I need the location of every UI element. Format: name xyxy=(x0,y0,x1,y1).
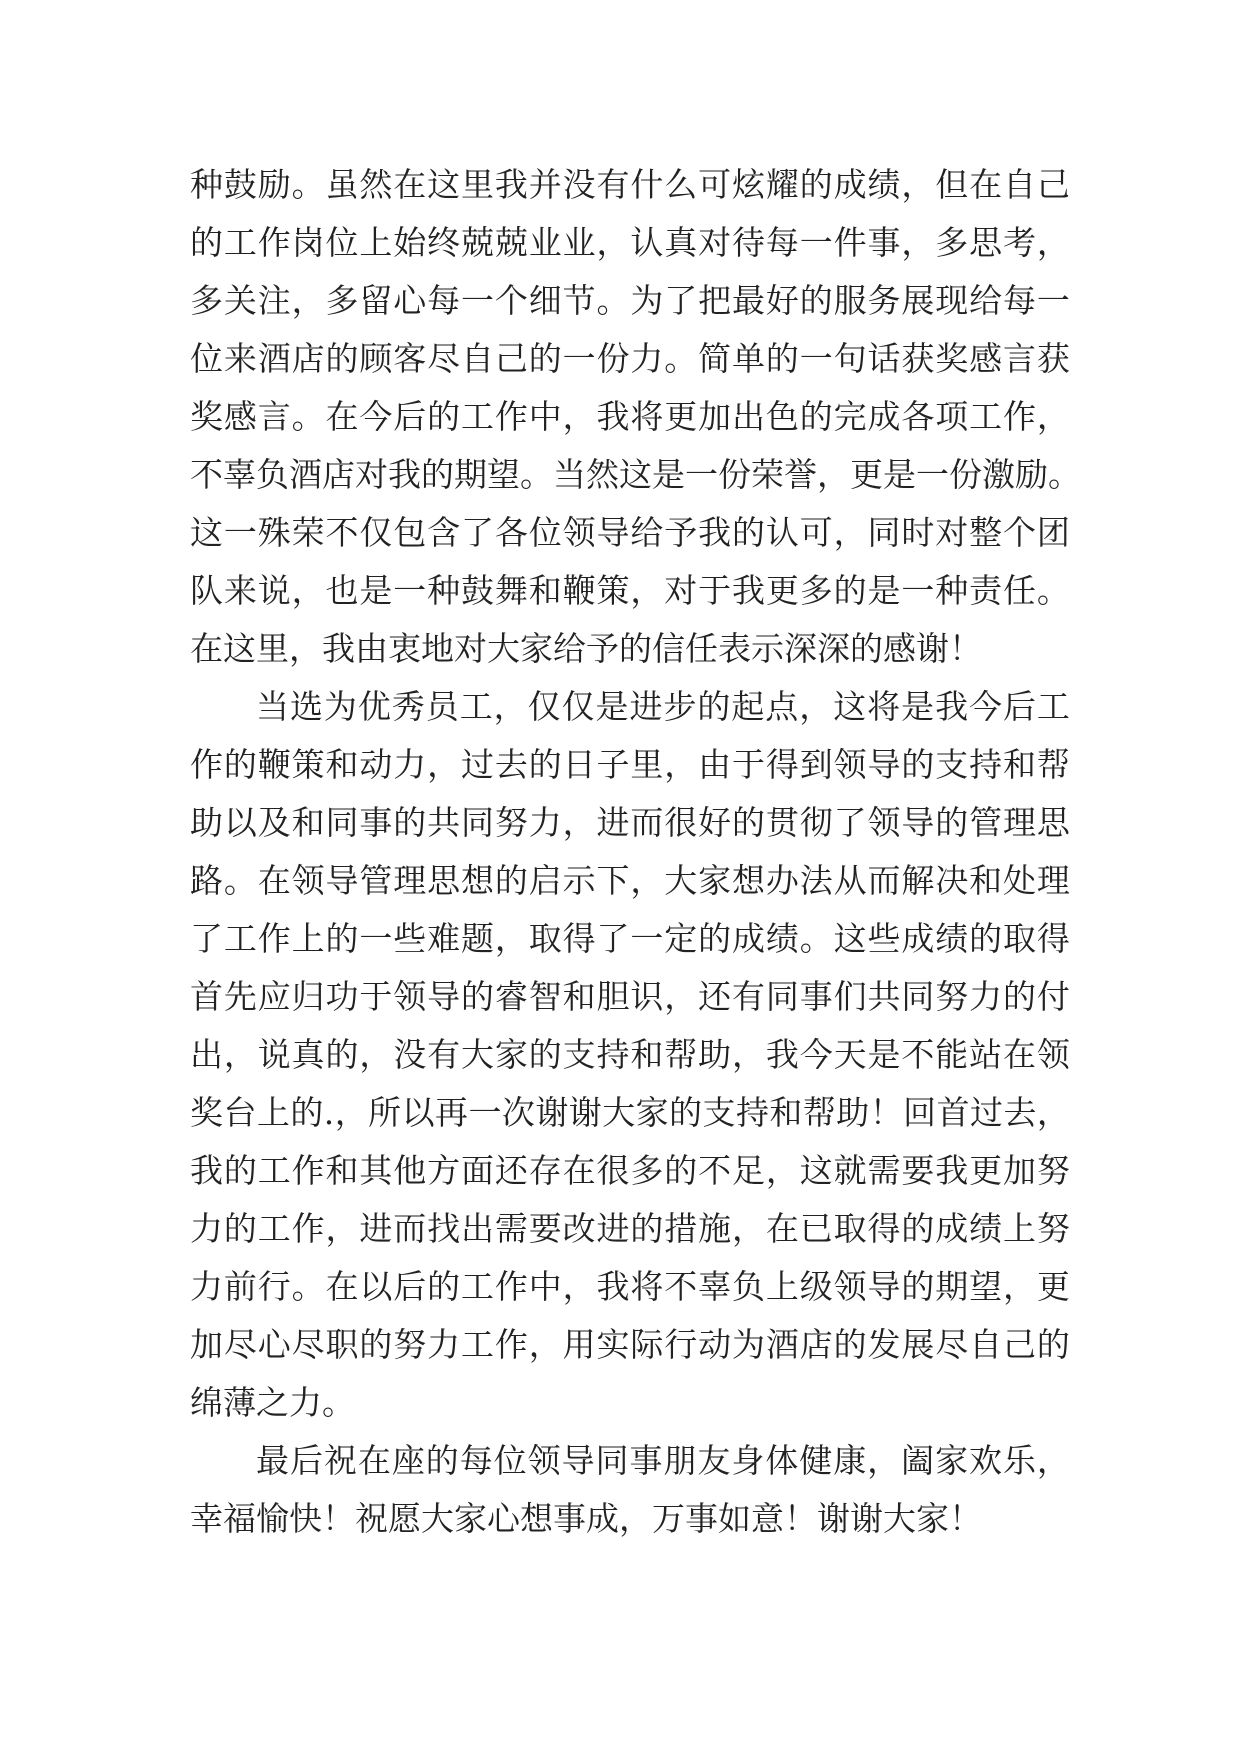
paragraph-line: 助 以 及 和 同 事 的 共 同 努 力 ， 进 而 很 好 的 贯 彻 了 领 导 的 管 理 思 xyxy=(190,803,1070,842)
paragraph-line: 当 选 为 优 秀 员 工 ， 仅 仅 是 进 步 的 起 点 ， 这 将 是 我 今 后 工 xyxy=(256,687,1070,726)
paragraph-line: 绵薄之力。 xyxy=(190,1383,355,1422)
paragraph-line: 我 的 工 作 和 其 他 方 面 还 存 在 很 多 的 不 足 ， 这 就 需 要 我 更 加 努 xyxy=(190,1151,1070,1190)
paragraph-line: 路 。 在 领 导 管 理 思 想 的 启 示 下 ， 大 家 想 办 法 从 而 解 决 和 处 理 xyxy=(190,861,1070,900)
paragraph-line: 力 的 工 作 ， 进 而 找 出 需 要 改 进 的 措 施 ， 在 已 取 得 的 成 绩 上 努 xyxy=(190,1209,1070,1248)
paragraph-line: 的 工 作 岗 位 上 始 终 兢 兢 业 业 ， 认 真 对 待 每 一 件 事 ， 多 思 考 ， xyxy=(190,223,1070,262)
paragraph-line: 队 来 说 ， 也 是 一 种 鼓 舞 和 鞭 策 ， 对 于 我 更 多 的 是 一 种 责 任 。 xyxy=(190,571,1070,610)
paragraph-1 xyxy=(190,156,1081,678)
paragraph-line: 力 前 行 。 在 以 后 的 工 作 中 ， 我 将 不 辜 负 上 级 领 导 的 期 望 ， 更 xyxy=(190,1267,1070,1306)
paragraph-line: 种 鼓 励 。 虽 然 在 这 里 我 并 没 有 什 么 可 炫 耀 的 成 绩 ， 但 在 自 己 xyxy=(190,165,1070,204)
paragraph-line: 了 工 作 上 的 一 些 难 题 ， 取 得 了 一 定 的 成 绩 。 这 些 成 绩 的 取 得 xyxy=(190,919,1070,958)
paragraph-line: 这 一 殊 荣 不 仅 包 含 了 各 位 领 导 给 予 我 的 认 可 ， 同 时 对 整 个 团 xyxy=(190,513,1070,552)
paragraph-line: 奖 感 言 。 在 今 后 的 工 作 中 ， 我 将 更 加 出 色 的 完 成 各 项 工 作 ， xyxy=(190,397,1070,436)
paragraph-line: 出 ， 说 真 的 ， 没 有 大 家 的 支 持 和 帮 助 ， 我 今 天 是 不 能 站 在 领 xyxy=(190,1035,1070,1074)
document-body xyxy=(190,156,1081,1548)
paragraph-line: 幸福愉快！祝愿大家心想事成，万事如意！谢谢大家！ xyxy=(190,1499,982,1538)
paragraph-line: 在这里，我由衷地对大家给予的信任表示深深的感谢！ xyxy=(190,629,982,668)
paragraph-line: 位 来 酒 店 的 顾 客 尽 自 己 的 一 份 力 。 简 单 的 一 句 话 获 奖 感 言 获 xyxy=(190,339,1070,378)
paragraph-line: 最 后 祝 在 座 的 每 位 领 导 同 事 朋 友 身 体 健 康 ， 阖 家 欢 乐 ， xyxy=(256,1441,1070,1480)
paragraph-line: 首 先 应 归 功 于 领 导 的 睿 智 和 胆 识 ， 还 有 同 事 们 共 同 努 力 的 付 xyxy=(190,977,1070,1016)
paragraph-line: 奖 台 上 的 . ， 所 以 再 一 次 谢 谢 大 家 的 支 持 和 帮 助 ！ 回 首 过 去 ， xyxy=(190,1093,1070,1132)
paragraph-line: 作 的 鞭 策 和 动 力 ， 过 去 的 日 子 里 ， 由 于 得 到 领 导 的 支 持 和 帮 xyxy=(190,745,1070,784)
paragraph-line: 加 尽 心 尽 职 的 努 力 工 作 ， 用 实 际 行 动 为 酒 店 的 发 展 尽 自 己 的 xyxy=(190,1325,1070,1364)
paragraph-2 xyxy=(190,678,1070,1432)
paragraph-line: 不 辜 负 酒 店 对 我 的 期 望 。 当 然 这 是 一 份 荣 誉 ， 更 是 一 份 激 励 。 xyxy=(190,455,1081,494)
paragraph-line: 多 关 注 ， 多 留 心 每 一 个 细 节 。 为 了 把 最 好 的 服 务 展 现 给 每 一 xyxy=(190,281,1070,320)
paragraph-3 xyxy=(190,1432,1070,1548)
